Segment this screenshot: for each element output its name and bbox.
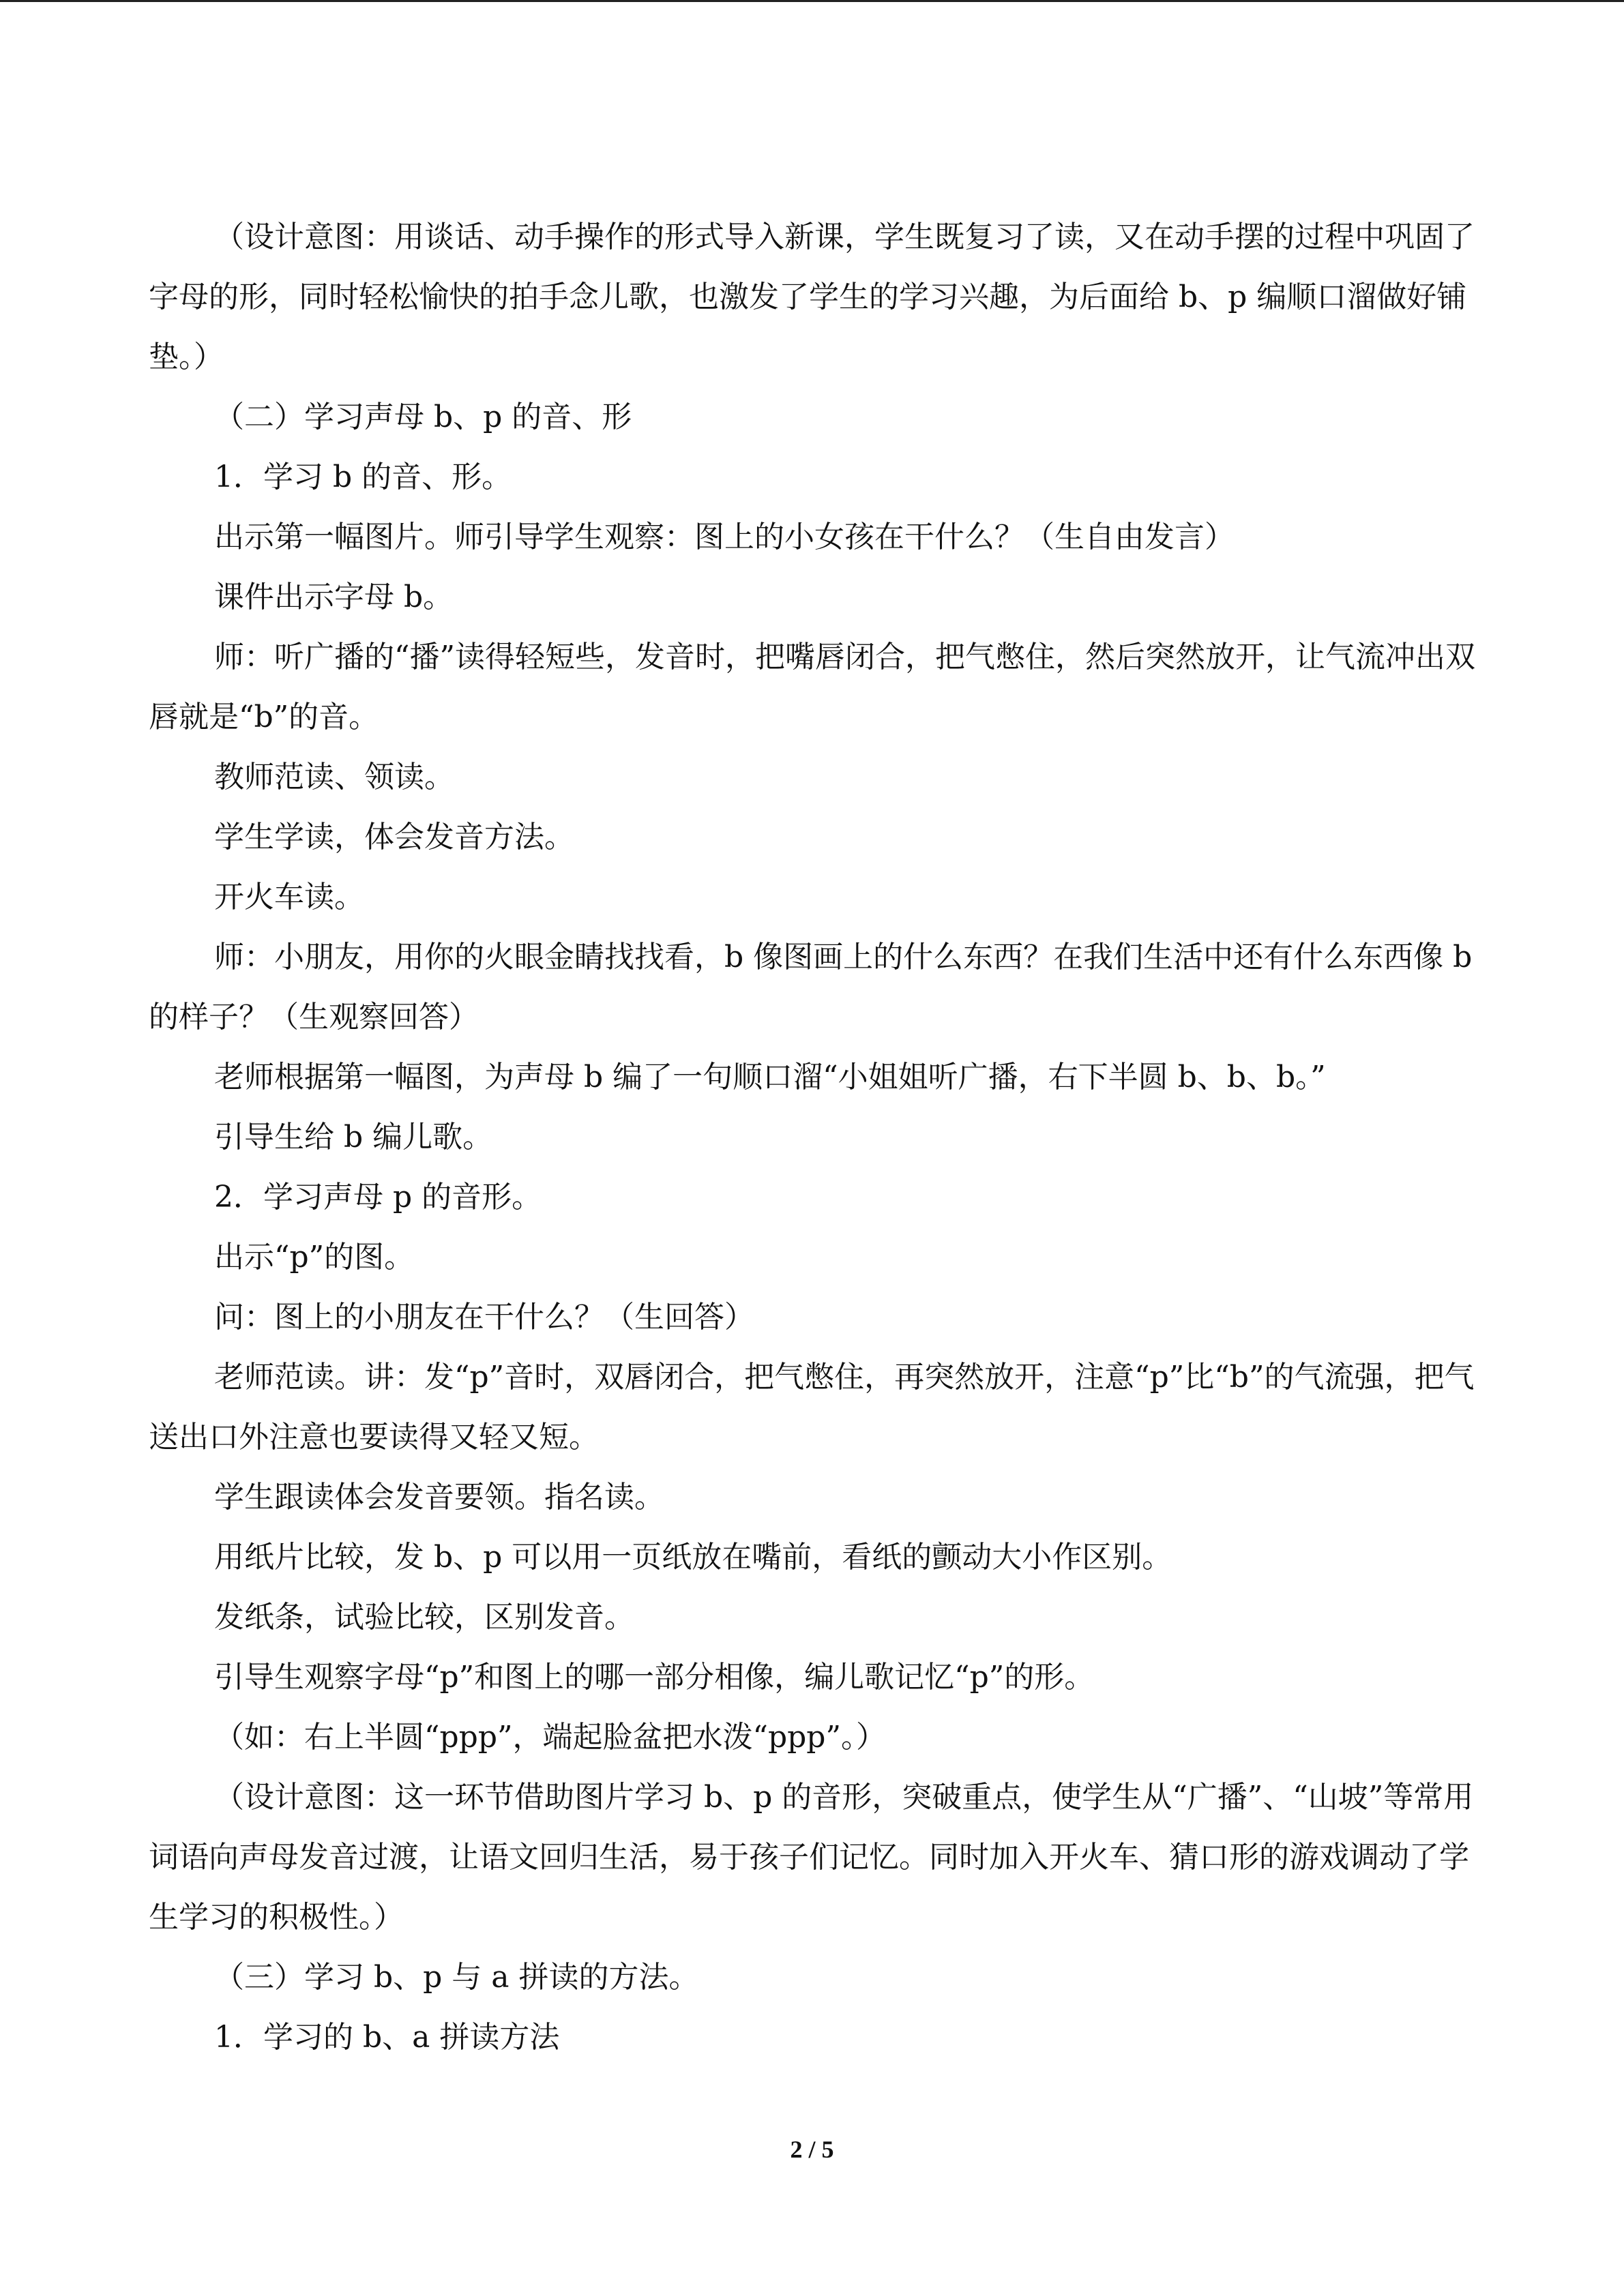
paragraph: （设计意图：用谈话、动手操作的形式导入新课，学生既复习了读，又在动手摆的过程中巩固了字母的形，同时轻松愉快的拍手念儿歌，也激发了学生的学习兴趣，为后面给 b、p 编顺口溜做好铺垫。） <box>149 220 1475 374</box>
paragraph: 出示“p”的图。 <box>214 1240 415 1274</box>
paragraph: 老师范读。讲：发“p”音时，双唇闭合，把气憋住，再突然放开，注意“p”比“b”的气流强，把气送出口外注意也要读得又轻又短。 <box>149 1360 1475 1455</box>
paragraph: 课件出示字母 b。 <box>214 580 454 614</box>
subsection-heading: 1．学习 b 的音、形。 <box>214 460 512 494</box>
paragraph: 学生跟读体会发音要领。指名读。 <box>214 1480 664 1515</box>
page-number: 2 / 5 <box>790 2136 834 2163</box>
section-heading: （三）学习 b、p 与 a 拼读的方法。 <box>214 1960 699 1995</box>
top-border-line <box>0 0 1624 2</box>
paragraph: 发纸条，试验比较，区别发音。 <box>214 1600 634 1635</box>
document-body <box>149 207 1475 2068</box>
paragraph: 教师范读、领读。 <box>214 760 454 794</box>
paragraph: 学生学读，体会发音方法。 <box>214 820 574 854</box>
paragraph: （设计意图：这一环节借助图片学习 b、p 的音形，突破重点，使学生从“广播”、“山坡”等常用词语向声母发音过渡，让语文回归生活，易于孩子们记忆。同时加入开火车、猜口形的游戏调动了学生学习的积极性。） <box>149 1780 1474 1935</box>
paragraph: 用纸片比较，发 b、p 可以用一页纸放在嘴前，看纸的颤动大小作区别。 <box>214 1540 1172 1575</box>
paragraph: 引导生观察字母“p”和图上的哪一部分相像，编儿歌记忆“p”的形。 <box>214 1660 1095 1695</box>
paragraph: 老师根据第一幅图，为声母 b 编了一句顺口溜“小姐姐听广播，右下半圆 b、b、b。” <box>214 1060 1326 1094</box>
subsection-heading: 1．学习的 b、a 拼读方法 <box>214 2020 560 2055</box>
paragraph: 出示第一幅图片。师引导学生观察：图上的小女孩在干什么？（生自由发言） <box>214 520 1235 554</box>
paragraph: 开火车读。 <box>214 880 364 914</box>
paragraph: 师：小朋友，用你的火眼金睛找找看，b 像图画上的什么东西？在我们生活中还有什么东西像 b 的样子？（生观察回答） <box>149 940 1473 1034</box>
section-heading: （二）学习声母 b、p 的音、形 <box>214 400 632 434</box>
paragraph: （如：右上半圆“ppp”，端起脸盆把水泼“ppp”。） <box>214 1720 886 1755</box>
subsection-heading: 2．学习声母 p 的音形。 <box>214 1180 542 1214</box>
paragraph: 问：图上的小朋友在干什么？（生回答） <box>214 1300 754 1335</box>
paragraph: 引导生给 b 编儿歌。 <box>214 1120 493 1154</box>
paragraph: 师：听广播的“播”读得轻短些，发音时，把嘴唇闭合，把气憋住，然后突然放开，让气流冲出双唇就是“b”的音。 <box>149 640 1475 734</box>
